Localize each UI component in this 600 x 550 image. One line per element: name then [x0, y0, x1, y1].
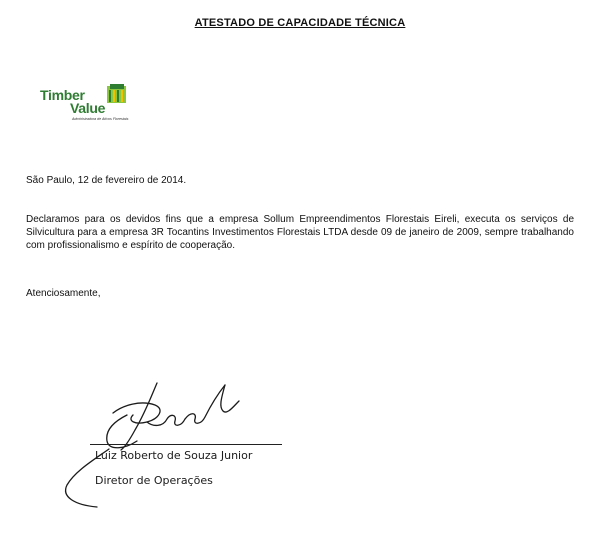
date-line: São Paulo, 12 de fevereiro de 2014. [26, 175, 187, 186]
tree-logo-icon [106, 83, 128, 105]
closing-line: Atenciosamente, [26, 288, 101, 299]
document-title: ATESTADO DE CAPACIDADE TÉCNICA [194, 17, 406, 29]
signature-line [90, 444, 282, 445]
handwritten-signature [55, 355, 255, 520]
timber-value-logo [38, 82, 138, 128]
signatory-role: Diretor de Operações [95, 474, 213, 487]
logo-word-value: Value [70, 100, 106, 116]
declaration-paragraph: Declaramos para os devidos fins que a empresa Sollum Empreendimentos Florestais Eireli, executa os serviços de Silvicultura para a empresa 3R Tocantins Investimentos Florestais LTDA desde 09 de janeiro de 2009, sempre trabalhando com profissionalismo e espírito de cooperação. [26, 214, 574, 251]
logo-tagline: Administradora de Ativos Florestais [72, 117, 129, 121]
signatory-name: Luiz Roberto de Souza Junior [95, 449, 253, 462]
logo-word-timber: Timber [40, 87, 85, 103]
